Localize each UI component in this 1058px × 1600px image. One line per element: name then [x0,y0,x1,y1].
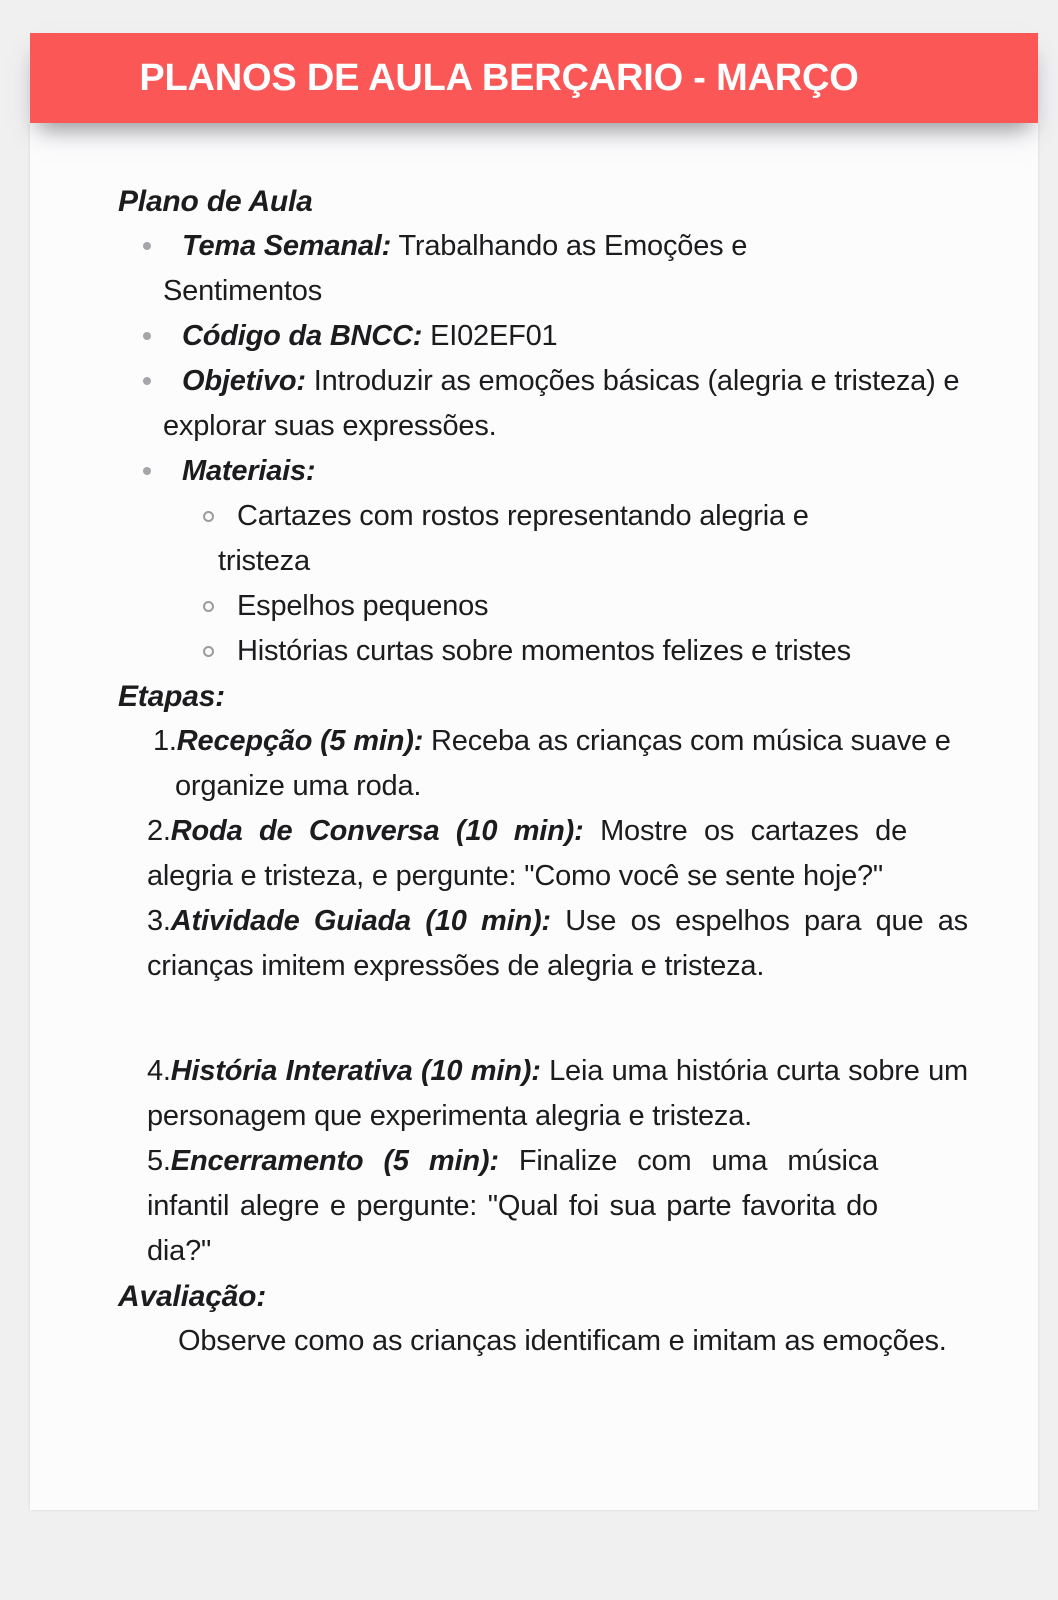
document-viewport [30,33,1038,1510]
bullet-label: Código da BNCC: [182,320,423,352]
step-label: História Interativa (10 min): [170,1055,541,1087]
title-banner [30,33,1038,123]
step-item-atividade-guiada [118,899,968,989]
material-text: Histórias curtas sobre momentos felizes e tristes [237,635,851,667]
step-item-roda-de-conversa [118,809,907,899]
bullet-label: Objetivo: [182,365,306,397]
step-label: Roda de Conversa (10 min): [170,815,584,847]
section-heading-avaliacao: Avaliação: [118,1280,267,1313]
step-number: 2. [147,815,171,847]
material-item [163,584,968,629]
list-item-objetivo [118,359,968,449]
step-number: 3. [147,905,171,937]
step-item-encerramento [118,1139,878,1274]
step-text: Receba as crianças com música suave e organize uma roda. [175,725,951,802]
step-label: Atividade Guiada (10 min): [170,905,551,937]
step-text: Mostre os cartazes de alegria e tristeza, e pergunte: "Como você se sente hoje?" [147,815,908,892]
bullet-text: Trabalhando as Emoções e Sentimentos [163,230,748,307]
material-text: Cartazes com rostos representando alegria e tristeza [218,500,809,577]
step-number: 5. [147,1145,171,1177]
bullet-label: Materiais: [182,455,316,487]
step-number: 4. [147,1055,171,1087]
step-number: 1. [153,725,177,757]
avaliacao-text: Observe como as crianças identificam e imitam as emoções. [178,1325,947,1357]
list-item-tema-semanal [118,224,768,314]
material-text: Espelhos pequenos [237,590,489,622]
step-item-historia-interativa [118,1049,968,1139]
list-item-codigo-bncc [118,314,968,359]
material-item [163,629,968,674]
step-text: Use os espelhos para que as crianças imitem expressões de alegria e tristeza. [147,905,968,982]
step-label: Encerramento (5 min): [170,1145,499,1177]
bullet-text: EI02EF01 [430,320,558,352]
section-heading-plano-de-aula: Plano de Aula [118,185,313,218]
materials-list [163,494,968,674]
section-heading-etapas: Etapas: [118,680,225,713]
plan-bullet-list [118,224,968,674]
document-page [30,123,1038,1510]
material-item [163,494,843,584]
step-item-recepcao [118,719,968,809]
list-item-materiais [118,449,968,674]
bullet-label: Tema Semanal: [182,230,392,262]
steps-list [118,719,968,1274]
step-label: Recepção (5 min): [176,725,424,757]
step-text: Finalize com uma música infantil alegre e pergunte: "Qual foi sua parte favorita do dia?" [147,1145,878,1267]
step-text: Leia uma história curta sobre um personagem que experimenta alegria e tristeza. [147,1055,968,1132]
bullet-text: Introduzir as emoções básicas (alegria e tristeza) e explorar suas expressões. [163,365,960,442]
page-title: PLANOS DE AULA BERÇARIO - MARÇO [139,56,859,99]
